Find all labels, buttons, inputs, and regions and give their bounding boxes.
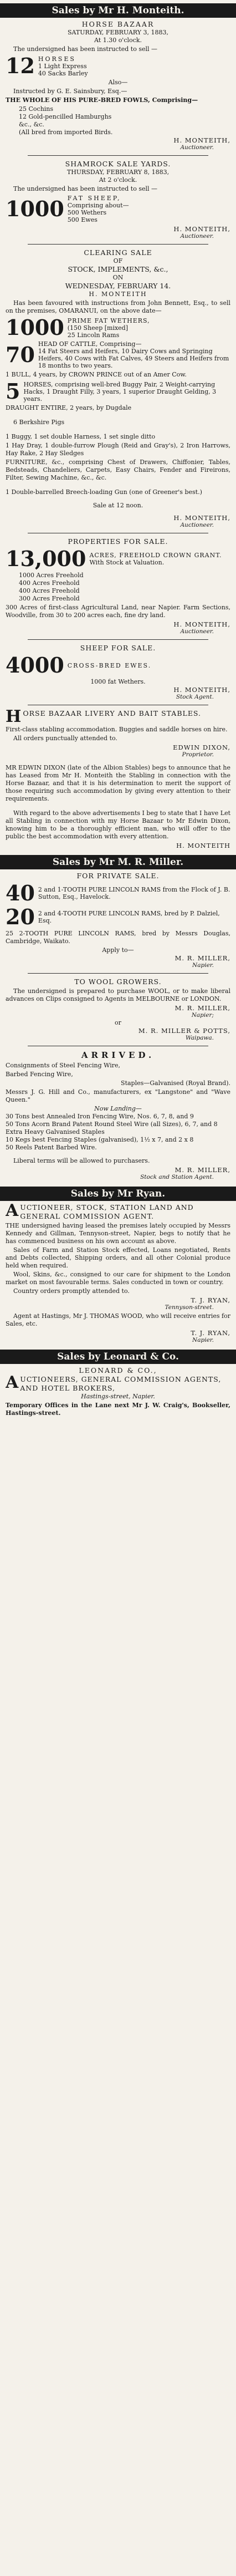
ad-paragraph: 1 Buggy, 1 set double Harness, 1 set single ditto [6,433,156,440]
ad-time: At 1.30 o'clock. [94,37,142,44]
divider [28,155,208,156]
lot-line: CROSS-BRED EWES. [67,661,152,669]
drop-cap: A [6,1375,19,1392]
drop-cap: A [6,1203,19,1220]
signature-title: Waipawa. [185,1035,214,1041]
ad-date: WEDNESDAY, FEBRUARY 14. [65,282,171,290]
lot-line: PRIME FAT WETHERS, [67,317,150,324]
big-lot [6,548,230,570]
lot-line: 2 and 4-TOOTH PURE LINCOLN RAMS, bred by P. Dalziel, Esq. [38,910,220,924]
lot-line: FAT SHEEP, [67,195,121,202]
ad-title-line: ON [112,274,124,281]
lot-line: HORSES [38,55,76,63]
signature: M. R. MILLER, [175,1004,230,1012]
ad-line: 1000 fat Wethers. [90,678,146,685]
ad-or: or [115,1019,121,1026]
list-item: 300 Acres Freehold [19,595,80,602]
ad-title: SHEEP FOR SALE. [80,644,156,652]
list-item: 1000 Acres Freehold [19,572,84,579]
list-item: 30 Tons best Annealed Iron Fencing Wire, Nos. 6, 7, 8, and 9 [6,1113,194,1120]
lot-number: 13,000 [6,546,86,571]
signature-title: Tennyson-street. [165,1304,214,1311]
lot-line: 500 Wethers [67,209,107,216]
ad-also: Also— [108,79,128,86]
big-lot [6,340,230,369]
section-header-ryan: Sales by Mr Ryan. [0,1187,236,1201]
signature-title: Auctioneer. [180,233,214,240]
signature: H. MONTEITH, [173,136,230,144]
section-header-monteith: Sales by Mr H. Monteith. [0,3,236,18]
ad-title: UCTIONEER, STOCK, STATION LAND AND GENERAL COMMISSION AGENT. [20,1203,194,1220]
lot-line: 1 Light Express [38,62,87,70]
list-item: 25 Cochins [19,105,54,113]
ad-ryan-auctioneer [6,1203,230,1344]
lot-line: 40 Sacks Barley [38,69,88,77]
signature-title: Auctioneer. [180,522,214,528]
ad-leonard [6,1366,230,1417]
list-item: 50 Tons Acorn Brand Patent Round Steel Wire (all Sizes), 6, 7, and 8 [6,1121,218,1128]
divider [28,639,208,640]
signature: H. MONTEITH, [173,686,230,694]
ad-title: ARRIVED. [81,1050,155,1060]
signature: M. R. MILLER & POTTS, [138,1027,230,1035]
ad-shamrock-sale [6,160,230,240]
lot-number: 4000 [6,653,64,678]
signature: H. MONTEITH, [173,514,230,522]
list-item: Extra Heavy Galvanised Staples [6,1128,105,1136]
ad-time: At 2 o'clock. [99,176,137,184]
ad-title: TO WOOL GROWERS. [74,978,162,986]
lot-line: 25 Lincoln Rams [67,331,120,339]
ad-paragraph: MR EDWIN DIXON (late of the Albion Stables) begs to announce that he has Leased from Mr H. Monteith the Stabling in connection with the Horse Bazaar, and that it is his determination to merit the support of those requiring such accommodation by giving every attention to their requirements. [6,764,230,802]
ad-paragraph: Sales of Farm and Station Stock effected, Loans negotiated, Rents and Debts collected, Shipping orders, and all other Colonial produce held when required. [6,1246,230,1269]
ad-intro: The undersigned has been instructed to sell — [13,45,158,53]
lot-line: 500 Ewes [67,216,98,223]
lot-line: 14 Fat Steers and Heifers, 10 Dairy Cows and Springing Heifers, 40 Cows with Fat Calves, 49 Steers and Heifers from 18 months to two years. [38,348,229,369]
signature: T. J. RYAN, [191,1329,230,1337]
list-item: 400 Acres Freehold [19,587,80,594]
ad-instructed: Instructed by G. E. Sainsbury, Esq.— [13,88,127,95]
ad-title: ORSE BAZAAR LIVERY AND BAIT STABLES. [23,709,202,717]
ad-private-sale [6,872,230,969]
divider [28,244,208,245]
lot-line: (150 Sheep [mixed] [67,324,129,332]
ad-title-line: STOCK, IMPLEMENTS, &c., [68,265,168,273]
ad-title: SHAMROCK SALE YARDS. [65,160,171,168]
lot-line: ACRES, FREEHOLD CROWN GRANT. [89,552,222,559]
ad-now-landing: Now Landing— [94,1105,142,1112]
lot-number: 1000 [6,196,64,221]
ad-properties [6,537,230,635]
ad-paragraph: The undersigned is prepared to purchase WOOL, or to make liberal advances on Clips consigned to Agents in MELBOURNE or LONDON. [6,987,230,1002]
ad-date: THURSDAY, FEBRUARY 8, 1883, [66,169,170,176]
ad-paragraph: Barbed Fencing Wire, [6,1071,73,1078]
ad-intro: The undersigned has been instructed to sell — [13,185,158,192]
lot-line: HEAD OF CATTLE, Comprising— [38,340,142,348]
list-item: 400 Acres Freehold [19,579,80,587]
ad-paragraph: Consignments of Steel Fencing Wire, [6,1062,121,1069]
ad-paragraph: All orders punctually attended to. [13,735,117,742]
ad-sale-time: Sale at 12 noon. [93,502,143,509]
ad-address: Hastings-street, Napier. [81,1393,155,1400]
signature: M. R. MILLER, [175,1166,230,1174]
ad-paragraph: Agent at Hastings, Mr J. THOMAS WOOD, who will receive entries for Sales, etc. [6,1312,230,1327]
ad-paragraph: With regard to the above advertisements I beg to state that I have Let all Stabling in connection with my Horse Bazaar to Mr Edwin Dixon, knowing him to be a thoroughly efficient man, who will offer to the public the best accommodation with every attention. [6,810,230,840]
ad-paragraph: 300 Acres of first-class Agricultural Land, near Napier. Farm Sections, Woodville, from 30 to 200 acres each, fine dry land. [6,604,230,619]
ad-title: FOR PRIVATE SALE. [76,872,160,880]
ad-paragraph: FURNITURE, &c., comprising Chest of Drawers, Chiffonier, Tables, Bedsteads, Chandeliers, Carpets, Easy Chairs, Fender and Fireirons, Filter, Sewing Machine, &c., &c. [6,459,230,481]
section-header-miller: Sales by Mr M. R. Miller. [0,855,236,869]
lot-line: 2 and 1-TOOTH PURE LINCOLN RAMS from the Flock of J. B. Sutton, Esq., Havelock. [38,886,230,900]
big-lot [6,906,230,928]
signature: T. J. RYAN, [191,1296,230,1304]
big-lot [6,380,230,403]
ad-paragraph: Wool, Skins, &c., consigned to our care for shipment to the London market on most favourable terms. Sales conducted in town or country. [6,1271,230,1286]
signature: H. MONTEITH, [173,225,230,233]
signature: EDWIN DIXON, [173,744,230,751]
ad-paragraph: 6 Berkshire Pigs [13,419,65,426]
signature: M. R. MILLER, [175,954,230,962]
signature-title: Stock Agent. [176,694,214,700]
ad-paragraph: 1 Hay Dray, 1 double-furrow Plough (Reid and Gray's), 2 Iron Harrows, Hay Rake, 2 Hay Sledges [6,442,230,457]
list-item: &c., &c. [19,121,44,128]
ad-clearing-sale [6,248,230,529]
lot-line: With Stock at Valuation. [89,559,165,566]
ad-arrived [6,1050,230,1181]
ad-paragraph: First-class stabling accommodation. Buggies and saddle horses on hire. [6,726,228,733]
lot-number: 40 [6,880,35,905]
ad-paragraph: Messrs J. G. Hill and Co., manufacturers, ex "Langstone" and "Wave Queen." [6,1088,230,1103]
big-lot [6,55,230,77]
lot-number: 5 [6,379,20,404]
list-item: 12 Gold-pencilled Hamburghs [19,113,112,120]
ad-sheep-for-sale [6,644,230,701]
signature-title: Napier. [192,1337,214,1343]
divider [28,973,208,974]
ad-by: H. MONTEITH [89,291,147,298]
drop-cap: H [6,709,22,725]
signature-title: Auctioneer. [180,144,214,151]
ad-date: SATURDAY, FEBRUARY 3, 1883, [67,29,168,36]
ad-paragraph: Temporary Offices in the Lane next Mr J. W. Craig's, Bookseller, Hastings-street. [6,1402,230,1417]
signature: H. MONTEITH, [173,620,230,628]
ad-title: LEONARD & CO., [79,1366,157,1374]
signature-title: Stock and Station Agent. [140,1174,214,1180]
ad-paragraph: 1 BULL, 4 years, by CROWN PRINCE out of an Amer Cow. [6,371,187,378]
list-item: 50 Reels Patent Barbed Wire. [6,1144,97,1151]
ad-whole: THE WHOLE OF HIS PURE-BRED FOWLS, Comprising— [6,96,198,104]
ad-livery-stables [6,709,230,849]
section-header-leonard: Sales by Leonard & Co. [0,1350,236,1364]
ad-paragraph: 1 Double-barrelled Breech-loading Gun (one of Greener's best.) [6,488,202,496]
ad-apply: Apply to— [102,946,134,954]
signature-title: Napier; [191,1012,214,1019]
big-lot [6,882,230,904]
signature-title: Napier. [192,962,214,969]
big-lot [6,195,230,223]
ad-title: UCTIONEERS, GENERAL COMMISSION AGENTS, AND HOTEL BROKERS, [20,1375,222,1392]
ad-wool-growers [6,978,230,1042]
ad-paragraph: Liberal terms will be allowed to purchasers. [13,1157,150,1164]
signature-title: Auctioneer. [180,628,214,635]
ad-paragraph: Has been favoured with instructions from John Bennett, Esq., to sell on the premises, OMARANUI, on the above date— [6,299,230,314]
lot-line: HORSES, comprising well-bred Buggy Pair, 2 Weight-carrying Hacks, 1 Draught Filly, 3 years, 1 superior Draught Gelding, 3 years. [23,380,217,403]
ad-title: PROPERTIES FOR SALE. [68,537,168,546]
ad-title: CLEARING SALE [84,248,152,257]
lot-line: Comprising about— [67,202,129,209]
ad-horse-bazaar [6,20,230,151]
signature: H. MONTEITH [176,842,230,849]
ad-paragraph: THE undersigned having leased the premises lately occupied by Messrs Kennedy and Gillman, Tennyson-street, Napier, begs to notify that he has commenced business on his own account as above. [6,1222,230,1245]
ad-paragraph: 25 2-TOOTH PURE LINCOLN RAMS, bred by Messrs Douglas, Cambridge, Waikato. [6,930,230,945]
signature-title: Proprietor. [182,751,214,758]
ad-title: HORSE BAZAAR [81,20,155,28]
lot-number: 70 [6,342,35,367]
lot-number: 1000 [6,315,64,340]
list-item: 10 Kegs best Fencing Staples (galvanised), 1½ x 7, and 2 x 8 [6,1136,194,1143]
lot-number: 12 [6,53,35,78]
lot-number: 20 [6,904,35,929]
ad-paragraph: Country orders promptly attended to. [13,1287,130,1295]
list-item: (All bred from imported Birds. [19,129,113,136]
big-lot [6,654,230,676]
ad-paragraph: Staples—Galvanised (Royal Brand). [121,1080,230,1087]
ad-paragraph: DRAUGHT ENTIRE, 2 years, by Dugdale [6,404,132,411]
big-lot [6,317,230,339]
ad-title-line: OF [113,257,123,264]
